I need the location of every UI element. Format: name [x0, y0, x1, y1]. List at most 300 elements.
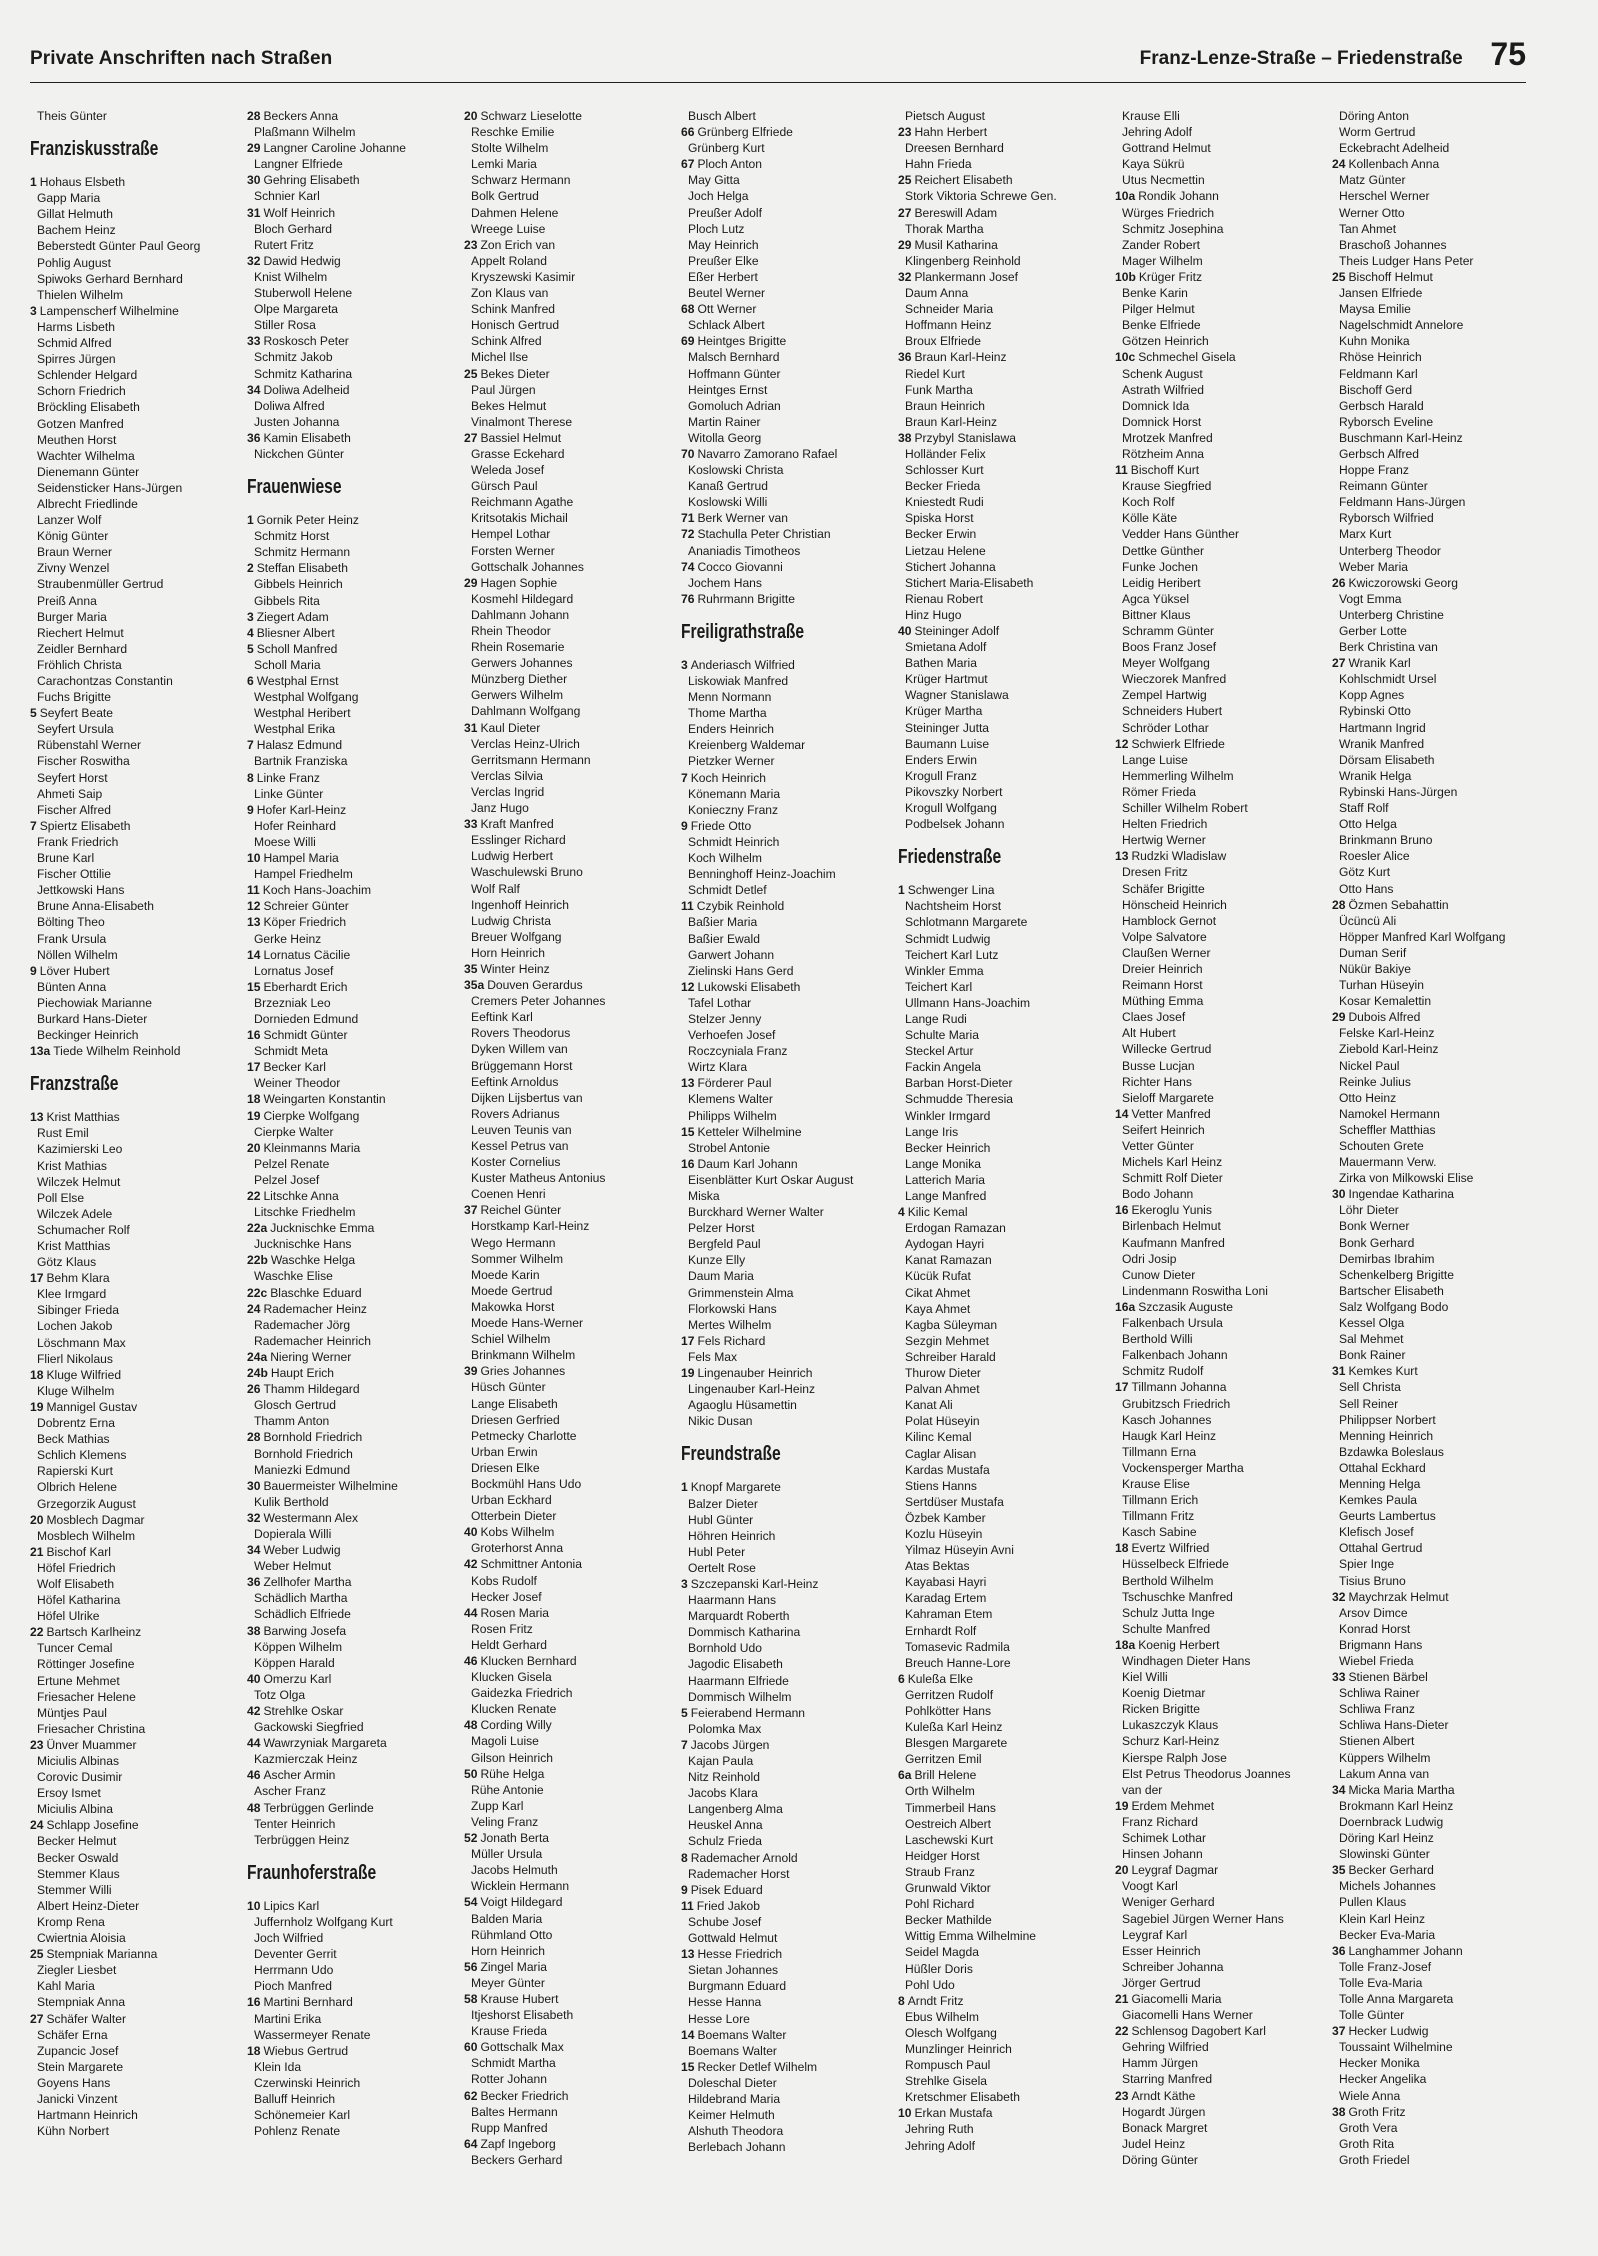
address-entry [464, 671, 681, 687]
resident-name: Rondik Johann [1138, 189, 1219, 204]
address-entry [247, 1301, 464, 1317]
resident-name: Braschoß Johannes [1339, 237, 1447, 252]
address-entry [247, 1735, 464, 1751]
address-entry [464, 1894, 681, 1910]
address-entry [247, 1043, 464, 1059]
address-entry [30, 850, 247, 866]
address-entry [681, 979, 898, 995]
resident-name: Brinkmann Bruno [1339, 833, 1433, 848]
address-entry [1115, 1894, 1332, 1910]
address-entry [247, 1333, 464, 1349]
address-entry [247, 1478, 464, 1494]
house-number: 33 [1332, 1670, 1346, 1685]
resident-name: Hecker Josef [471, 1589, 542, 1604]
resident-name: Eeftink Arnoldus [471, 1074, 559, 1089]
resident-name: Gerritzen Emil [905, 1752, 982, 1767]
house-number: 20 [247, 1140, 261, 1155]
address-entry [681, 1978, 898, 1994]
resident-name: Stempniak Marianna [46, 1947, 158, 1962]
resident-name: Schmitz Rudolf [1122, 1364, 1204, 1379]
resident-name: Schulz Jutta Inge [1122, 1605, 1215, 1620]
address-entry [464, 1186, 681, 1202]
address-entry [1332, 1862, 1549, 1878]
resident-name: Kahraman Etem [905, 1607, 993, 1622]
address-entry [681, 1496, 898, 1512]
resident-name: Kajan Paula [688, 1754, 754, 1768]
resident-name: Claes Josef [1122, 1010, 1186, 1025]
resident-name: Blaschke Eduard [270, 1285, 362, 1300]
address-entry [247, 414, 464, 430]
resident-name: Miska [688, 1189, 720, 1203]
resident-name: Braun Werner [37, 545, 113, 560]
resident-name: Stichert Johanna [905, 559, 996, 574]
house-number: 18 [30, 1367, 44, 1382]
resident-name: Brigmann Hans [1339, 1637, 1423, 1652]
address-entry [898, 575, 1115, 591]
resident-name: Odri Josip [1122, 1251, 1177, 1266]
address-entry [681, 1737, 898, 1753]
resident-name: Witolla Georg [688, 430, 762, 445]
resident-name: Polat Hüseyin [905, 1414, 980, 1429]
address-entry [898, 510, 1115, 526]
address-entry [1332, 1573, 1549, 1589]
address-entry [247, 1783, 464, 1799]
address-entry [30, 593, 247, 609]
address-entry [247, 446, 464, 462]
address-entry [898, 1703, 1115, 1719]
resident-name: Stempniak Anna [37, 1995, 126, 2010]
address-entry [1115, 1556, 1332, 1572]
resident-name: Kessel Olga [1339, 1316, 1405, 1331]
address-entry [1332, 1154, 1549, 1170]
address-entry [247, 1220, 464, 1236]
resident-name: Daum Karl Johann [697, 1156, 798, 1171]
street-heading: Fraunhoferstraße [247, 1861, 377, 1884]
address-entry [681, 1898, 898, 1914]
resident-name: Bartscher Elisabeth [1339, 1283, 1444, 1298]
resident-name: Honisch Gertrud [471, 318, 560, 333]
address-entry [1332, 1315, 1549, 1331]
resident-name: Garwert Johann [688, 947, 775, 962]
address-entry [681, 898, 898, 914]
resident-name: Breuch Hanne-Lore [905, 1655, 1011, 1670]
resident-name: Becker Friedrich [480, 2088, 569, 2103]
resident-name: Hüsselbeck Elfriede [1122, 1557, 1229, 1572]
address-entry [1332, 237, 1549, 253]
column-7 [1332, 108, 1549, 2238]
resident-name: Krist Mathias [37, 1158, 107, 1173]
resident-name: Doliwa Alfred [254, 398, 325, 413]
address-entry [464, 1589, 681, 1605]
resident-name: Jucknischke Emma [270, 1221, 375, 1236]
resident-name: Marx Kurt [1339, 527, 1392, 542]
resident-name: Sieloff Margarete [1122, 1090, 1214, 1105]
resident-name: Götzen Heinrich [1122, 334, 1209, 349]
address-entry [1115, 2071, 1332, 2087]
house-number: 6 [898, 1671, 905, 1686]
address-entry [1332, 333, 1549, 349]
resident-name: Könemann Maria [688, 786, 781, 801]
resident-name: Kagba Süleyman [905, 1317, 998, 1332]
resident-name: Preußer Adolf [688, 205, 762, 220]
column-4 [681, 108, 898, 2238]
address-entry [1332, 1058, 1549, 1074]
resident-name: Tolle Anna Margareta [1339, 1991, 1454, 2006]
address-entry [30, 834, 247, 850]
address-entry [681, 1753, 898, 1769]
address-entry [247, 1075, 464, 1091]
resident-name: Westphal Wolfgang [254, 690, 359, 705]
address-entry [898, 816, 1115, 832]
resident-name: Kanat Ali [905, 1398, 953, 1413]
house-number: 56 [464, 1959, 478, 1974]
resident-name: Hampel Friedhelm [254, 867, 353, 882]
resident-name: Schmitz Horst [254, 529, 330, 544]
address-entry [1115, 1363, 1332, 1379]
house-number: 67 [681, 157, 695, 172]
address-entry [247, 1703, 464, 1719]
address-entry [681, 591, 898, 607]
resident-name: Zirka von Milkowski Elise [1339, 1171, 1474, 1186]
address-entry [30, 560, 247, 576]
address-entry [1332, 623, 1549, 639]
resident-name: Wolf Elisabeth [37, 1576, 115, 1591]
address-entry [464, 1331, 681, 1347]
resident-name: Kosmehl Hildegard [471, 591, 574, 606]
house-number: 46 [464, 1654, 478, 1668]
address-entry [898, 366, 1115, 382]
house-number: 19 [1115, 1798, 1129, 1813]
resident-name: Feldmann Karl [1339, 366, 1418, 381]
address-entry [1115, 2136, 1332, 2152]
resident-name: Krause Elli [1122, 109, 1180, 123]
resident-name: Kanat Ramazan [905, 1253, 992, 1268]
resident-name: Driesen Elke [471, 1460, 540, 1475]
address-entry [30, 1656, 247, 1672]
house-number: 10 [247, 851, 261, 866]
resident-name: Laschewski Kurt [905, 1832, 994, 1847]
resident-name: Brinkmann Wilhelm [471, 1348, 576, 1363]
resident-name: Verclas Heinz-Ulrich [471, 736, 580, 751]
address-entry [681, 2123, 898, 2139]
resident-name: Theis Günter [37, 109, 107, 123]
address-entry [898, 156, 1115, 172]
address-entry [464, 108, 681, 124]
resident-name: Becker Erwin [905, 527, 977, 542]
address-entry [1115, 1041, 1332, 1057]
address-entry [898, 1687, 1115, 1703]
resident-name: Vetter Günter [1122, 1139, 1194, 1153]
address-entry [30, 1043, 247, 1059]
address-entry [898, 2041, 1115, 2057]
resident-name: Beck Mathias [37, 1432, 110, 1447]
resident-name: Pilger Helmut [1122, 302, 1195, 317]
resident-name: Hartmann Ingrid [1339, 720, 1426, 735]
address-entry [247, 1962, 464, 1978]
resident-name: Pohlenz Renate [254, 2124, 341, 2139]
house-number: 3 [30, 303, 37, 318]
resident-name: Pelzel Renate [254, 1156, 330, 1171]
resident-name: Herrmann Udo [254, 1963, 334, 1978]
resident-name: Kunze Elly [688, 1253, 746, 1268]
resident-name: Ertune Mehmet [37, 1673, 120, 1688]
address-entry [464, 2120, 681, 2136]
address-entry [898, 237, 1115, 253]
house-number: 30 [247, 173, 261, 188]
address-entry [1332, 1508, 1549, 1524]
house-number: 31 [464, 720, 478, 735]
resident-name: Löver Hubert [39, 963, 110, 978]
resident-name: Roczcyniala Franz [688, 1044, 788, 1059]
address-entry [1332, 1347, 1549, 1363]
resident-name: Ünver Muammer [46, 1737, 137, 1752]
resident-name: van der [1122, 1782, 1163, 1797]
address-entry [30, 1769, 247, 1785]
street-heading: Franzstraße [30, 1073, 119, 1096]
address-entry [1332, 1379, 1549, 1395]
resident-name: Franz Richard [1122, 1814, 1198, 1829]
resident-name: Strobel Antonie [688, 1140, 771, 1155]
resident-name: Brune Karl [37, 851, 95, 866]
address-entry [247, 528, 464, 544]
resident-name: Sell Reiner [1339, 1396, 1399, 1411]
house-number: 10 [247, 1898, 261, 1913]
resident-name: Zivny Wenzel [37, 561, 110, 576]
address-entry [30, 399, 247, 415]
address-entry [681, 737, 898, 753]
house-number: 29 [898, 237, 912, 252]
resident-name: Westphal Erika [254, 722, 336, 737]
address-entry [898, 1494, 1115, 1510]
resident-name: Bolk Gertrud [471, 189, 539, 204]
resident-name: Westphal Heribert [254, 706, 351, 721]
resident-name: Sibinger Frieda [37, 1303, 120, 1318]
house-number: 16 [681, 1156, 695, 1171]
address-entry [464, 494, 681, 510]
address-entry [898, 1059, 1115, 1075]
resident-name: Weber Maria [1339, 559, 1409, 574]
resident-name: Feldmann Hans-Jürgen [1339, 495, 1466, 510]
house-number: 5 [681, 1705, 688, 1720]
address-entry [1115, 864, 1332, 880]
address-entry [464, 1170, 681, 1186]
resident-name: Ketteler Wilhelmine [697, 1124, 802, 1139]
address-entry [1332, 1717, 1549, 1733]
resident-name: Tillmann Fritz [1122, 1509, 1195, 1524]
resident-name: Eberhardt Erich [263, 979, 348, 994]
resident-name: Jacobs Jürgen [690, 1737, 770, 1752]
address-entry [30, 1817, 247, 1833]
street-range-label: Franz-Lenze-Straße – Friedenstraße [1139, 48, 1463, 69]
resident-name: Kluge Wilhelm [37, 1383, 115, 1398]
house-number: 25 [1332, 269, 1346, 284]
resident-name: Vinalmont Therese [471, 414, 573, 429]
resident-name: Olbrich Helene [37, 1480, 117, 1495]
resident-name: Sietan Johannes [688, 1963, 779, 1978]
house-number: 37 [464, 1203, 478, 1218]
resident-name: Wiebel Frieda [1339, 1654, 1414, 1668]
house-number: 13 [681, 1947, 695, 1962]
resident-name: Agca Yüksel [1122, 591, 1190, 606]
address-entry [464, 703, 681, 719]
house-number: 12 [1115, 736, 1129, 751]
house-number: 64 [464, 2136, 478, 2151]
resident-name: Rühmland Otto [471, 1927, 553, 1942]
resident-name: Kierspe Ralph Jose [1122, 1750, 1227, 1765]
resident-name: Urban Eckhard [471, 1493, 552, 1508]
resident-name: Kreienberg Waldemar [688, 738, 806, 753]
address-entry [1115, 784, 1332, 800]
address-entry [681, 882, 898, 898]
resident-name: Yilmaz Hüseyin Avni [905, 1543, 1014, 1558]
resident-name: Roskosch Peter [263, 334, 349, 349]
address-entry [681, 205, 898, 221]
resident-name: Schlensog Dagobert Karl [1131, 2024, 1266, 2039]
address-entry [30, 1399, 247, 1415]
address-entry [464, 156, 681, 172]
resident-name: Hagen Sophie [480, 575, 558, 590]
address-entry [898, 720, 1115, 736]
resident-name: Joch Helga [688, 189, 749, 204]
address-entry [30, 770, 247, 786]
address-entry [30, 1367, 247, 1383]
address-entry [681, 1689, 898, 1705]
address-entry [464, 1090, 681, 1106]
address-entry [1115, 1911, 1332, 1927]
resident-name: Stuberwoll Helene [254, 286, 353, 301]
address-entry [464, 1943, 681, 1959]
resident-name: Hüßler Doris [905, 1961, 973, 1976]
address-entry [1115, 816, 1332, 832]
address-entry [30, 512, 247, 528]
resident-name: Steininger Jutta [905, 720, 990, 735]
house-number: 32 [898, 269, 912, 284]
resident-name: Niering Werner [270, 1349, 352, 1364]
resident-name: Ascher Armin [263, 1768, 336, 1783]
address-entry [1115, 913, 1332, 929]
resident-name: Döring Anton [1339, 109, 1409, 123]
resident-name: Gehring Elisabeth [263, 173, 360, 188]
resident-name: Beckinger Heinrich [37, 1028, 139, 1043]
resident-name: Ottahal Eckhard [1339, 1460, 1426, 1475]
resident-name: Brill Helene [914, 1768, 977, 1783]
address-entry [1115, 1701, 1332, 1717]
address-entry [464, 1717, 681, 1733]
house-number: 24 [30, 1818, 44, 1833]
resident-name: Rotter Johann [471, 2072, 547, 2087]
address-entry [1115, 1186, 1332, 1202]
resident-name: Groth Friedel [1339, 2152, 1410, 2167]
house-number: 36 [247, 430, 261, 445]
address-entry [464, 1251, 681, 1267]
resident-name: Hoppe Franz [1339, 463, 1409, 478]
house-number: 66 [681, 125, 695, 140]
resident-name: Rademacher Horst [688, 1866, 790, 1881]
address-entry [247, 2091, 464, 2107]
address-entry [1332, 1412, 1549, 1428]
resident-name: Albrecht Friedlinde [37, 496, 138, 511]
address-entry [898, 253, 1115, 269]
address-entry [247, 172, 464, 188]
address-entry [1115, 1154, 1332, 1170]
address-entry [681, 2075, 898, 2091]
address-entry [464, 961, 681, 977]
resident-name: Albert Heinz-Dieter [37, 1898, 140, 1913]
address-entry [247, 382, 464, 398]
address-entry [30, 1914, 247, 1930]
resident-name: Richter Hans [1122, 1074, 1192, 1089]
address-entry [1332, 366, 1549, 382]
address-entry [464, 768, 681, 784]
address-entry [681, 1962, 898, 1978]
resident-name: Klemens Walter [688, 1092, 773, 1107]
resident-name: Rhein Theodor [471, 624, 551, 638]
address-entry [898, 1156, 1115, 1172]
house-number: 16 [1115, 1203, 1129, 1218]
address-entry [898, 768, 1115, 784]
address-entry [247, 1156, 464, 1172]
address-entry [898, 205, 1115, 221]
address-entry [247, 2011, 464, 2027]
resident-name: Verclas Ingrid [471, 784, 545, 799]
address-entry [464, 832, 681, 848]
address-entry [1115, 1122, 1332, 1138]
address-entry [1115, 1267, 1332, 1283]
address-entry [1115, 1106, 1332, 1122]
address-entry [1332, 736, 1549, 752]
address-entry [1332, 913, 1549, 929]
resident-name: Harms Lisbeth [37, 319, 115, 334]
address-entry [30, 1850, 247, 1866]
resident-name: Thielen Wilhelm [37, 287, 124, 302]
resident-name: Joch Wilfried [254, 1931, 324, 1946]
address-entry [1332, 784, 1549, 800]
resident-name: Schreiber Johanna [1122, 1959, 1224, 1974]
resident-name: Heintges Ernst [688, 382, 768, 397]
resident-name: Steckel Artur [905, 1044, 974, 1059]
address-entry [898, 1091, 1115, 1107]
resident-name: Kücük Rufat [905, 1269, 971, 1284]
resident-name: Wranik Helga [1339, 768, 1412, 783]
address-entry [681, 1236, 898, 1252]
resident-name: Turhan Hüseyin [1339, 978, 1424, 993]
address-entry [681, 1397, 898, 1413]
address-entry [247, 1494, 464, 1510]
address-entry [898, 1365, 1115, 1381]
resident-name: Gapp Maria [37, 191, 101, 206]
address-entry [464, 1218, 681, 1234]
address-entry [681, 818, 898, 834]
address-entry [30, 1898, 247, 1914]
resident-name: Kritsotakis Michail [471, 511, 568, 526]
resident-name: Lange Elisabeth [471, 1396, 558, 1411]
resident-name: Menn Normann [688, 690, 772, 705]
resident-name: Lampenscherf Wilhelmine [39, 303, 179, 318]
resident-name: Groth Rita [1339, 2136, 1395, 2151]
address-entry [681, 2043, 898, 2059]
address-entry [898, 1526, 1115, 1542]
house-number: 22b [247, 1253, 268, 1268]
address-entry [898, 108, 1115, 124]
column-5 [898, 108, 1115, 2238]
address-entry [1332, 446, 1549, 462]
address-entry [1332, 414, 1549, 430]
resident-name: Seyfert Beate [39, 706, 114, 721]
house-number: 26 [1332, 575, 1346, 590]
address-entry [1115, 1573, 1332, 1589]
resident-name: Pelzel Josef [254, 1172, 320, 1187]
resident-name: Fels Max [688, 1349, 738, 1364]
